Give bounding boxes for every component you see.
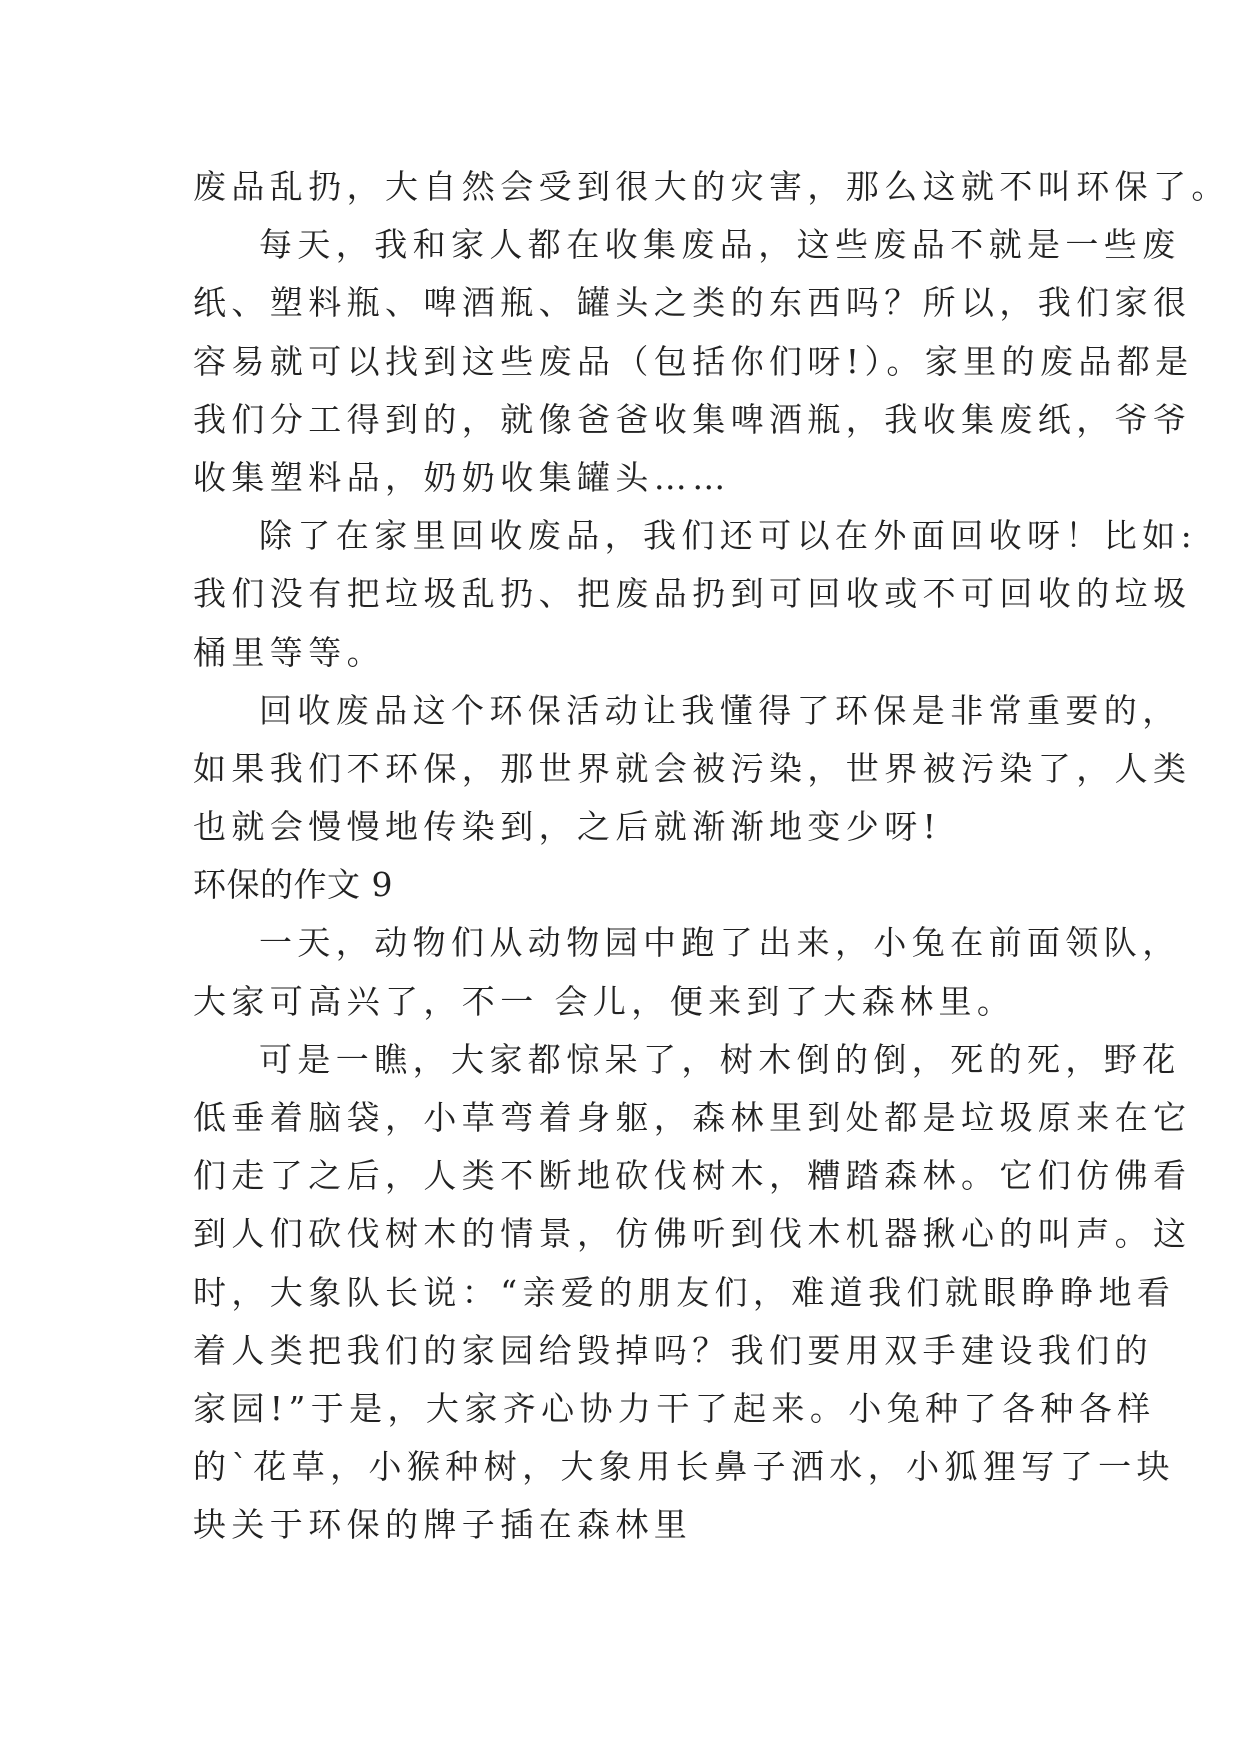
paragraph-line: 家园!”于是，大家齐心协力干了起来。小兔种了各种各样 <box>193 1388 1156 1428</box>
paragraph-line: 我们分工得到的，就像爸爸收集啤酒瓶，我收集废纸，爷爷 <box>193 399 1192 439</box>
paragraph-line: 桶里等等。 <box>193 632 385 672</box>
paragraph-line: 大家可高兴了，不一 会儿，便来到了大森林里。 <box>193 981 1016 1021</box>
paragraph-line: 除了在家里回收废品，我们还可以在外面回收呀！比如: <box>259 516 1198 556</box>
paragraph-line: 如果我们不环保，那世界就会被污染，世界被污染了，人类 <box>193 748 1192 788</box>
paragraph-line: 可是一瞧，大家都惊呆了，树木倒的倒，死的死，野花 <box>259 1039 1181 1079</box>
paragraph-line: 到人们砍伐树木的情景，仿佛听到伐木机器揪心的叫声。这 <box>193 1214 1192 1254</box>
paragraph-line: 容易就可以找到这些废品（包括你们呀!）。家里的废品都是 <box>193 341 1194 381</box>
paragraph-line: 纸、塑料瓶、啤酒瓶、罐头之类的东西吗？所以，我们家很 <box>193 283 1192 323</box>
paragraph-line: 我们没有把垃圾乱扔、把废品扔到可回收或不可回收的垃圾 <box>193 574 1192 614</box>
section-heading: 环保的作文 9 <box>193 865 393 905</box>
paragraph-line: 收集塑料品，奶奶收集罐头…… <box>193 457 731 497</box>
paragraph-line: 也就会慢慢地传染到，之后就渐渐地变少呀! <box>193 807 942 847</box>
paragraph-line: 着人类把我们的家园给毁掉吗？我们要用双手建设我们的 <box>193 1330 1153 1370</box>
paragraph-line: 低垂着脑袋，小草弯着身躯，森林里到处都是垃圾原来在它 <box>193 1098 1192 1137</box>
paragraph-line: 废品乱扔，大自然会受到很大的灾害，那么这就不叫环保了。 <box>193 167 1230 206</box>
paragraph-line: 一天，动物们从动物园中跑了出来，小兔在前面领队， <box>259 923 1181 963</box>
paragraph-line: 的`花草，小猴种树，大象用长鼻子洒水，小狐狸写了一块 <box>193 1447 1175 1487</box>
paragraph-line: 们走了之后，人类不断地砍伐树木，糟踏森林。它们仿佛看 <box>193 1156 1192 1196</box>
paragraph-line: 回收废品这个环保活动让我懂得了环保是非常重要的， <box>259 690 1181 730</box>
paragraph-line: 块关于环保的牌子插在森林里 <box>193 1505 693 1545</box>
document-body <box>193 158 1230 1555</box>
paragraph-line: 每天，我和家人都在收集废品，这些废品不就是一些废 <box>259 225 1181 265</box>
paragraph-line: 时，大象队长说：“亲爱的朋友们，难道我们就眼睁睁地看 <box>193 1272 1176 1312</box>
